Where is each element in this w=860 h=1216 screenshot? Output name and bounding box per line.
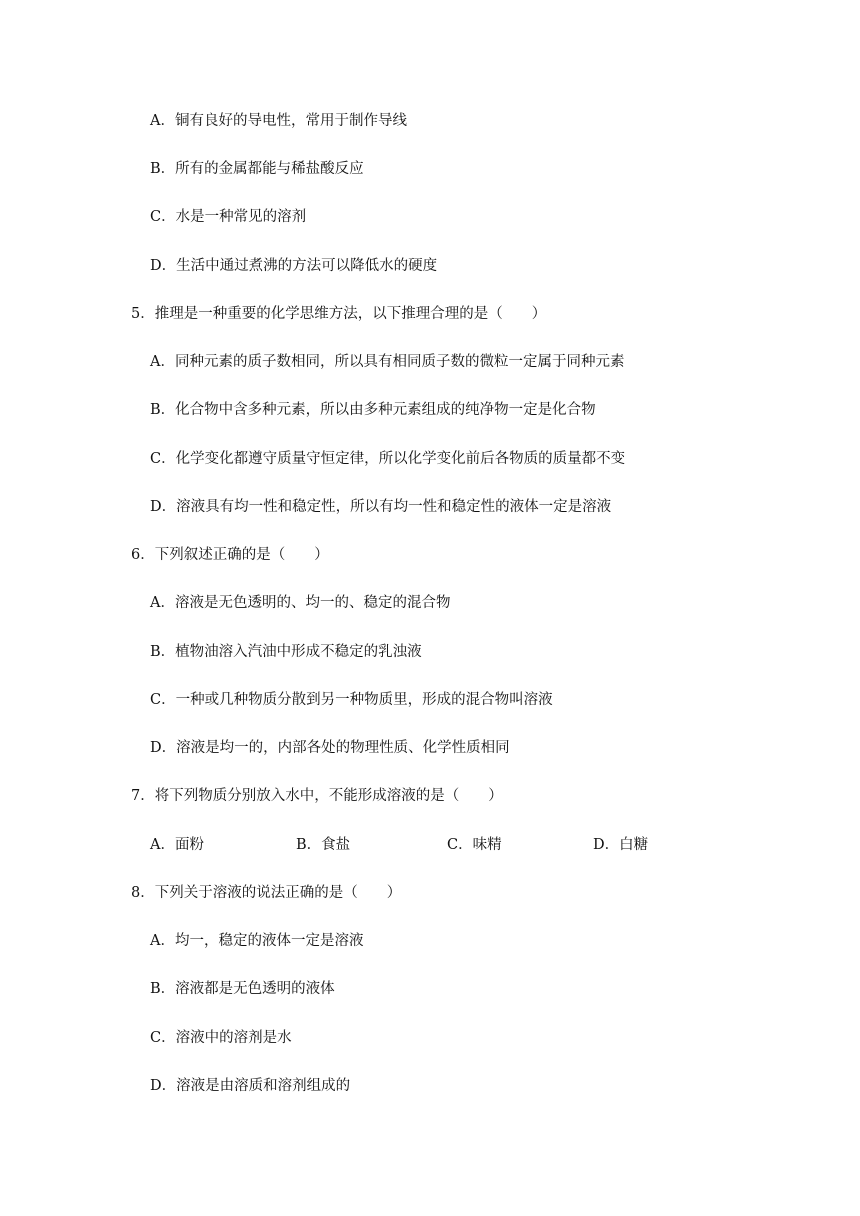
- q7-option-a: A．面粉: [150, 837, 204, 853]
- q5-option-b: B．化合物中含多种元素，所以由多种元素组成的纯净物一定是化合物: [150, 402, 596, 418]
- q6-stem: 6．下列叙述正确的是（ ）: [131, 547, 329, 563]
- q4-option-d: D．生活中通过煮沸的方法可以降低水的硬度: [150, 258, 438, 274]
- q7-option-d: D．白糖: [593, 837, 649, 853]
- q8-option-b: B．溶液都是无色透明的液体: [150, 981, 335, 997]
- q8-option-c: C．溶液中的溶剂是水: [150, 1030, 292, 1046]
- q7-stem: 7．将下列物质分别放入水中，不能形成溶液的是（ ）: [131, 788, 503, 804]
- q6-option-d: D．溶液是均一的，内部各处的物理性质、化学性质相同: [150, 740, 510, 756]
- q4-option-c: C．水是一种常见的溶剂: [150, 209, 307, 225]
- q5-option-c: C．化学变化都遵守质量守恒定律，所以化学变化前后各物质的质量都不变: [150, 451, 626, 467]
- q7-option-b: B．食盐: [296, 837, 351, 853]
- q5-option-d: D．溶液具有均一性和稳定性，所以有均一性和稳定性的液体一定是溶液: [150, 499, 612, 515]
- q8-stem: 8．下列关于溶液的说法正确的是（ ）: [131, 885, 402, 901]
- q5-option-a: A．同种元素的质子数相同，所以具有相同质子数的微粒一定属于同种元素: [150, 354, 625, 370]
- q5-stem: 5．推理是一种重要的化学思维方法，以下推理合理的是（ ）: [131, 306, 547, 322]
- q8-option-a: A．均一，稳定的液体一定是溶液: [150, 933, 364, 949]
- q8-option-d: D．溶液是由溶质和溶剂组成的: [150, 1078, 351, 1094]
- q6-option-b: B．植物油溶入汽油中形成不稳定的乳浊液: [150, 644, 422, 660]
- q7-option-c: C．味精: [447, 837, 502, 853]
- q4-option-a: A．铜有良好的导电性，常用于制作导线: [150, 113, 407, 129]
- q6-option-c: C．一种或几种物质分散到另一种物质里，形成的混合物叫溶液: [150, 692, 553, 708]
- q6-option-a: A．溶液是无色透明的、均一的、稳定的混合物: [150, 595, 451, 611]
- q4-option-b: B．所有的金属都能与稀盐酸反应: [150, 161, 364, 177]
